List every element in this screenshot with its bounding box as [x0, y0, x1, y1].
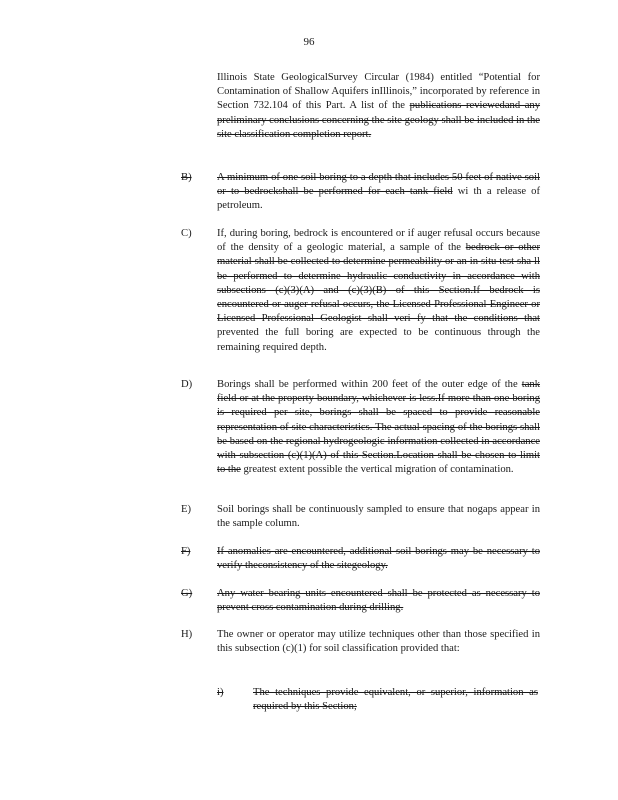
item-b-text: wi th a release of petroleum.: [217, 186, 541, 212]
subitem-i-paragraph: [253, 686, 538, 714]
item-d-struck-text: tank field or at the property boundary, whichever is less.If more than one boring is required per site, borings shall be spaced to provide reasonable representation of site characteristics. The actual spacing of the borings shall be based on the regional hydrogeologic information collected in accordance with subsection (c)(1)(A) of this Section.Location shall be chosen to limit to the: [217, 379, 540, 476]
item-d-label: D): [181, 379, 193, 390]
item-c-label: C): [181, 228, 192, 239]
item-b-struck-text: A minimum of one soil boring to a depth that includes 50 feet of native soil or to bedrockshall be performed for each tank field: [217, 172, 540, 198]
item-e-label: E): [181, 504, 191, 515]
item-b-label: B): [181, 172, 192, 183]
subitem-i-label: i): [217, 687, 224, 698]
subitem-i-struck-text: The techniques provide equivalent, or superior, information as required by this Section;: [253, 687, 538, 713]
item-h-text: The owner or operator may utilize techniques other than those specified in this subsection (c)(1) for soil classification provided that:: [217, 629, 540, 655]
intro-paragraph: [217, 71, 540, 142]
item-f-paragraph: [217, 545, 540, 573]
item-g-label: G): [181, 588, 193, 599]
item-f-struck-text: If anomalies are encountered, additional soil borings may be necessary to verify theconsistency of the sitegeology.: [217, 546, 540, 572]
item-h-label: H): [181, 629, 193, 640]
item-d-text-end: greatest extent possible the vertical migration of contamination.: [243, 464, 514, 476]
item-e-paragraph: [217, 503, 540, 531]
intro-text: Illinois State GeologicalSurvey Circular (1984) entitled “Potential for Contamination of Shallow Aquifers inIllinois,” incorporated by reference in Section 732.104 of this Part. A list of the: [217, 72, 540, 112]
item-d-paragraph: [217, 378, 540, 477]
item-c-struck-text: bedrock or other material shall be collected to determine permeability or an in situ test sha ll be performed to determine hydraulic conductivity in accordance with subsections (c)(3)(A) and (c)(3)(B) of this Section.If bedrock is encountered or auger refusal occurs, the Licensed Professional Engineer or Licensed Professional Geologist shall veri fy that the conditions that: [217, 242, 540, 325]
item-f-label: F): [181, 546, 191, 557]
item-h-paragraph: [217, 628, 540, 656]
intro-struck-text: publications reviewedand any preliminary conclusions concerning the site geology shall be included in the site classification completion report.: [217, 100, 541, 140]
item-c-paragraph: [217, 227, 540, 355]
item-b-paragraph: [217, 171, 540, 214]
page-number: 96: [303, 36, 315, 48]
item-c-text-start: If, during boring, bedrock is encountered or if auger refusal occurs because of the density of a geologic material, a sample of the: [217, 228, 540, 254]
item-d-text-start: Borings shall be performed within 200 feet of the outer edge of the: [217, 379, 518, 390]
item-g-paragraph: [217, 587, 540, 615]
item-c-text-end: prevented the full boring are expected to be continuous through the remaining required depth.: [217, 327, 540, 353]
item-g-struck-text: Any water bearing units encountered shall be protected as necessary to prevent cross contamination during drilling.: [217, 588, 540, 614]
item-e-text: Soil borings shall be continuously sampled to ensure that nogaps appear in the sample column.: [217, 504, 540, 530]
